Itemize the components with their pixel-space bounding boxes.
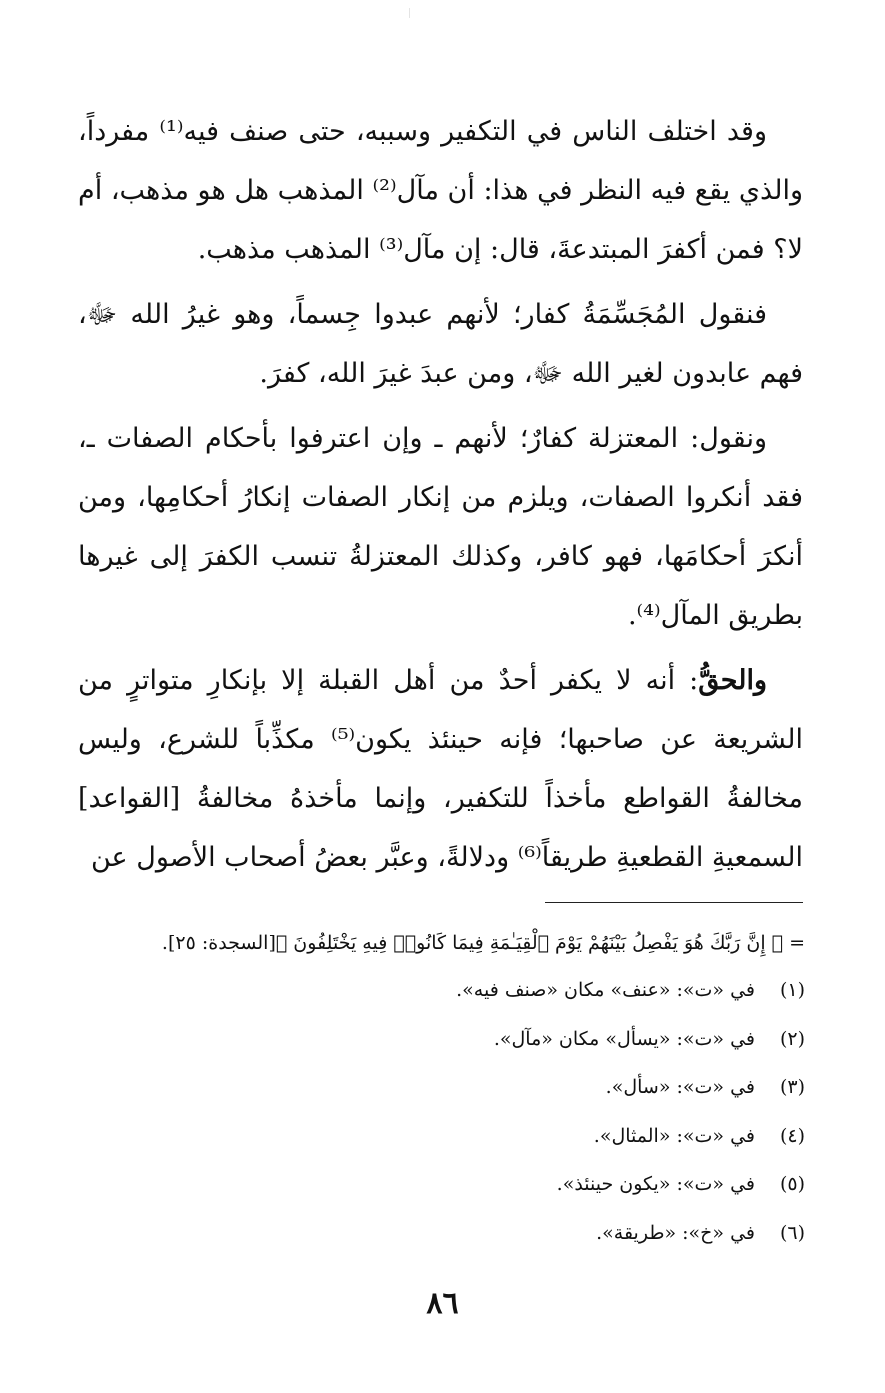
footnote-text: في «ت»: «سأل». <box>605 1076 755 1098</box>
footnote-number: (٢) <box>779 1027 805 1050</box>
footnote-text: في «خ»: «طريقة». <box>596 1221 755 1244</box>
footnote-number: (٥) <box>779 1173 805 1195</box>
footnote-number: (٤) <box>779 1124 805 1147</box>
footnote-item <box>70 1160 805 1209</box>
footnote-item <box>70 1015 805 1064</box>
paragraph-text: فنقول المُجَسِّمَةُ كفار؛ لأنهم عبدوا جِسماً، وهو غيرُ الله ﷻ، فهم عابدون لغير الله ﷻ، ومن عبدَ غيرَ الله، كفرَ. <box>78 299 803 389</box>
footnote-text: في «ت»: «يسأل» مكان «مآل». <box>493 1027 755 1050</box>
footnote-number: (٣) <box>779 1076 805 1098</box>
paragraph-mutazila <box>78 409 803 645</box>
footnote-number: (١) <box>779 979 805 1001</box>
footnote-text: في «ت»: «عنف» مكان «صنف فيه». <box>456 979 755 1001</box>
paragraph-al-haqq <box>78 651 803 887</box>
footnote-item <box>70 1209 805 1258</box>
footnote-separator-rule <box>545 902 803 903</box>
paragraph-mujassima <box>78 285 803 403</box>
footnote-text: في «ت»: «يكون حينئذ». <box>556 1173 755 1195</box>
footnote-item <box>70 1063 805 1112</box>
footnote-item <box>70 966 805 1015</box>
footnote-item <box>70 1112 805 1161</box>
paragraph-text: ونقول: المعتزلة كفارٌ؛ لأنهم ـ وإن اعترفوا بأحكام الصفات ـ، فقد أنكروا الصفات، ويلزم من إنكار الصفات إنكارُ أحكامِها، ومن أنكرَ أحكامَها، فهو كافر، وكذلك المعتزلةُ تنسب الكفرَ إلى غيرها بطريق المآل⁽⁴⁾. <box>78 423 803 631</box>
footnote-continuation: = ﴿ إِنَّ رَبَّكَ هُوَ يَفْصِلُ بَيْنَهُمْ يَوْمَ ٱلْقِيَـٰمَةِ فِيمَا كَانُوا۟ فِيهِ يَخْتَلِفُونَ ﴾[السجدة: ٢٥]. <box>161 932 805 954</box>
page-number: ٨٦ <box>426 1286 459 1321</box>
main-text <box>78 102 803 887</box>
paragraph-text: : أنه لا يكفر أحدٌ من أهل القبلة إلا بإنكارِ متواترٍ من الشريعة عن صاحبها؛ فإنه حينئذ يكون⁽⁵⁾ مكذِّباً للشرع، وليس مخالفةُ القواطع مأخذاً للتكفير، وإنما مأخذهُ مخالفةُ [القواعد] السمعيةِ القطعيةِ طريقاً⁽⁶⁾ ودلالةً، وعبَّر بعضُ أصحاب الأصول عن <box>78 665 803 873</box>
footnotes <box>70 920 805 1257</box>
paragraph-takfir-disagreement <box>78 102 803 279</box>
page-crease-mark <box>409 8 410 18</box>
paragraph-lead-word: والحقُّ <box>698 665 767 696</box>
footnote-number: (٦) <box>779 1221 805 1244</box>
footnote-text: في «ت»: «المثال». <box>593 1124 755 1147</box>
paragraph-text: وقد اختلف الناس في التكفير وسببه، حتى صنف فيه⁽¹⁾ مفرداً، والذي يقع فيه النظر في هذا: أن مآل⁽²⁾ المذهب هل هو مذهب، أم لا؟ فمن أكفرَ المبتدعةَ، قال: إن مآل⁽³⁾ المذهب مذهب. <box>78 116 803 265</box>
